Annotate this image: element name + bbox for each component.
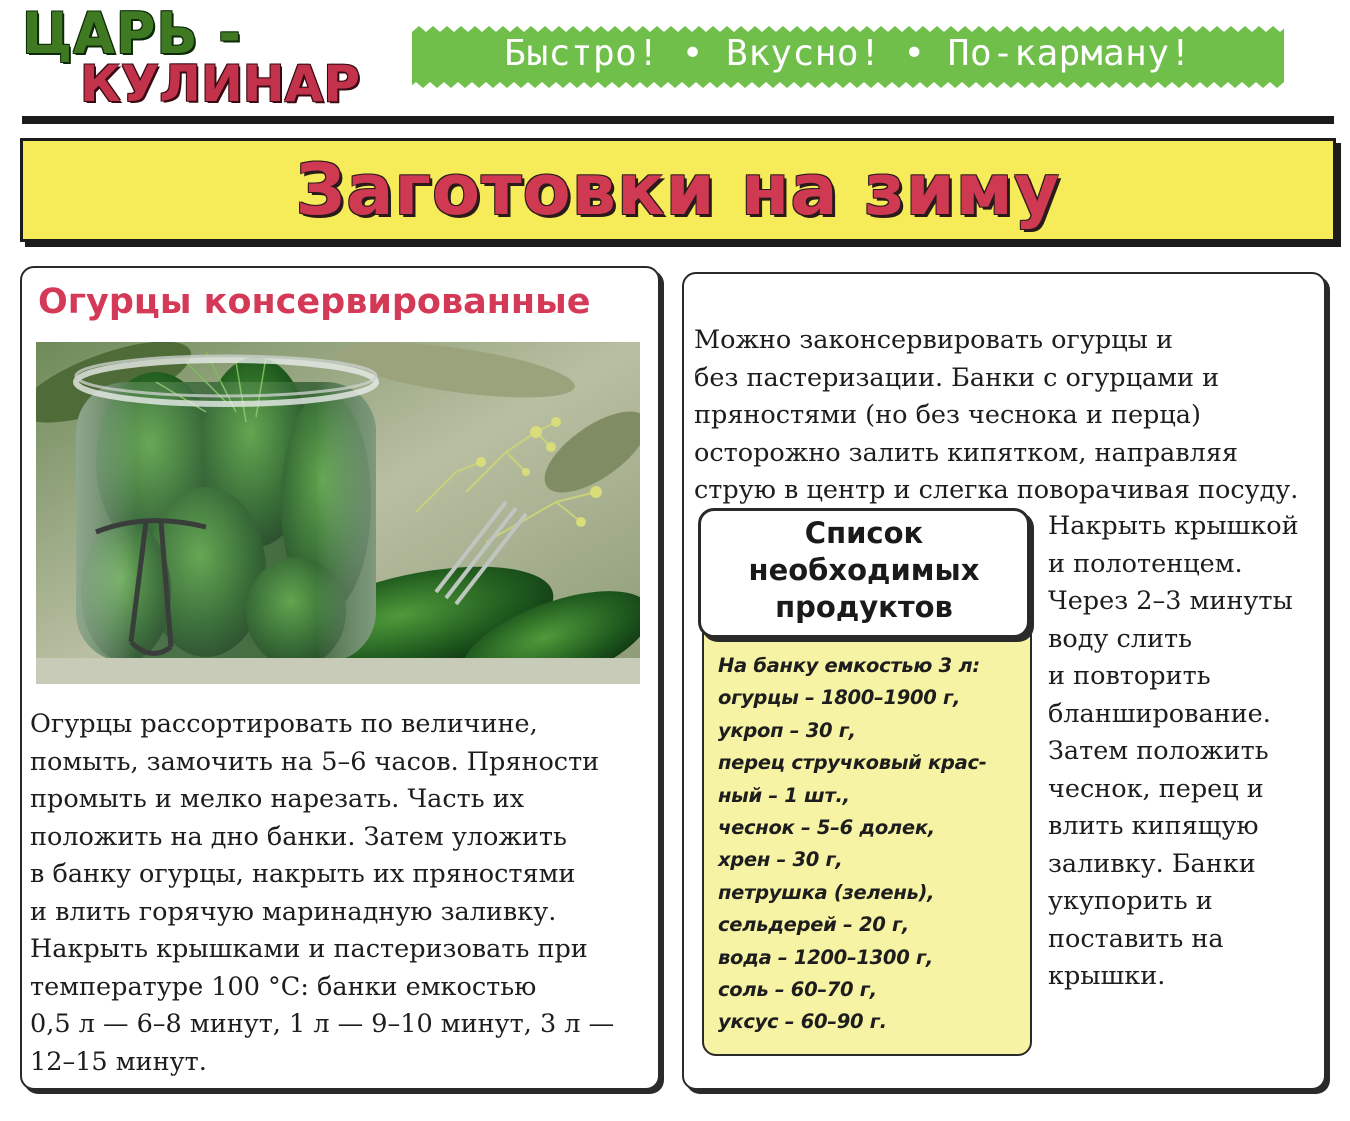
alternative-steps-text bbox=[1048, 508, 1328, 996]
step-line: влить кипящую bbox=[1048, 811, 1259, 841]
step-line: крышки. bbox=[1048, 961, 1166, 991]
method-line: 0,5 л — 6–8 минут, 1 л — 9–10 минут, 3 л — bbox=[30, 1009, 615, 1039]
pickled-cucumbers-photo bbox=[36, 342, 640, 684]
step-line: бланширование. bbox=[1048, 698, 1271, 729]
ingredients-list bbox=[718, 650, 1030, 1039]
method-line: Накрыть крышками и пастеризовать при bbox=[30, 934, 588, 964]
step-line: укупорить и bbox=[1048, 886, 1213, 916]
step-line: воду слить bbox=[1048, 623, 1192, 654]
step-line: и полотенцем. bbox=[1048, 548, 1243, 579]
ingredients-card bbox=[702, 608, 1032, 1056]
intro-line: струю в центр и слегка поворачивая посуду. bbox=[694, 475, 1299, 505]
method-line: помыть, замочить на 5–6 часов. Пряности bbox=[30, 746, 600, 777]
intro-line: без пастеризации. Банки с огурцами и bbox=[694, 362, 1220, 393]
method-line: промыть и мелко нарезать. Часть их bbox=[30, 784, 525, 814]
ingredient-item: соль – 60–70 г, bbox=[718, 978, 877, 1002]
method-line: Огурцы рассортировать по величине, bbox=[30, 709, 538, 739]
step-line: чеснок, перец и bbox=[1048, 773, 1264, 804]
alternative-method-panel bbox=[682, 272, 1326, 1090]
heading-line: Список bbox=[804, 516, 924, 550]
step-line: поставить на bbox=[1048, 923, 1224, 954]
ingredient-item: уксус – 60–90 г. bbox=[718, 1010, 887, 1034]
method-line: 12–15 минут. bbox=[30, 1046, 207, 1077]
intro-line: Можно законсервировать огурцы и bbox=[694, 325, 1173, 355]
ingredient-item: перец стручковый крас- bbox=[718, 751, 987, 775]
method-line: и влить горячую маринадную заливку. bbox=[30, 896, 557, 927]
intro-line: пряностями (но без чеснока и перца) bbox=[694, 400, 1201, 430]
logo-line-1: ЦАРЬ - bbox=[22, 0, 242, 67]
ingredients-heading-box bbox=[698, 508, 1030, 638]
heading-line: необходимых bbox=[748, 553, 980, 587]
step-line: Накрыть крышкой bbox=[1048, 511, 1299, 541]
alternative-intro-text bbox=[694, 322, 1320, 510]
title-band bbox=[20, 138, 1336, 242]
ingredient-item: ный – 1 шт., bbox=[718, 783, 850, 807]
step-line: заливку. Банки bbox=[1048, 848, 1256, 879]
jar-illustration bbox=[36, 342, 640, 684]
ingredient-item: чеснок – 5–6 долек, bbox=[718, 816, 935, 840]
recipe-panel bbox=[20, 266, 660, 1090]
step-line: Через 2–3 минуты bbox=[1048, 586, 1293, 616]
intro-line: осторожно залить кипятком, направляя bbox=[694, 437, 1238, 468]
ingredient-item: укроп – 30 г, bbox=[718, 718, 856, 742]
logo-line-2: КУЛИНАР bbox=[80, 55, 360, 113]
recipe-title: Огурцы консервированные bbox=[38, 282, 591, 322]
recipe-method-text bbox=[30, 706, 652, 1081]
brand-logo bbox=[22, 0, 382, 113]
slogan-banner bbox=[412, 26, 1284, 88]
ingredient-item: петрушка (зелень), bbox=[718, 880, 935, 904]
method-line: положить на дно банки. Затем уложить bbox=[30, 821, 567, 852]
step-line: Затем положить bbox=[1048, 736, 1269, 766]
ingredient-item: На банку емкостью 3 л: bbox=[718, 654, 980, 677]
ingredient-item: огурцы – 1800–1900 г, bbox=[718, 686, 961, 710]
header-divider bbox=[22, 116, 1334, 124]
method-line: в банку огурцы, накрыть их пряностями bbox=[30, 859, 576, 889]
slogan-text: Быстро! • Вкусно! • По-карману! bbox=[504, 33, 1192, 74]
ingredient-item: вода – 1200–1300 г, bbox=[718, 945, 933, 969]
ingredients-heading bbox=[701, 515, 1027, 626]
ingredient-item: хрен – 30 г, bbox=[718, 848, 843, 872]
method-line: температуре 100 °С: банки емкостью bbox=[30, 971, 537, 1002]
step-line: и повторить bbox=[1048, 661, 1211, 691]
heading-line: продуктов bbox=[775, 590, 953, 624]
page-title: Заготовки на зиму bbox=[295, 149, 1061, 231]
ingredient-item: сельдерей – 20 г, bbox=[718, 913, 909, 937]
